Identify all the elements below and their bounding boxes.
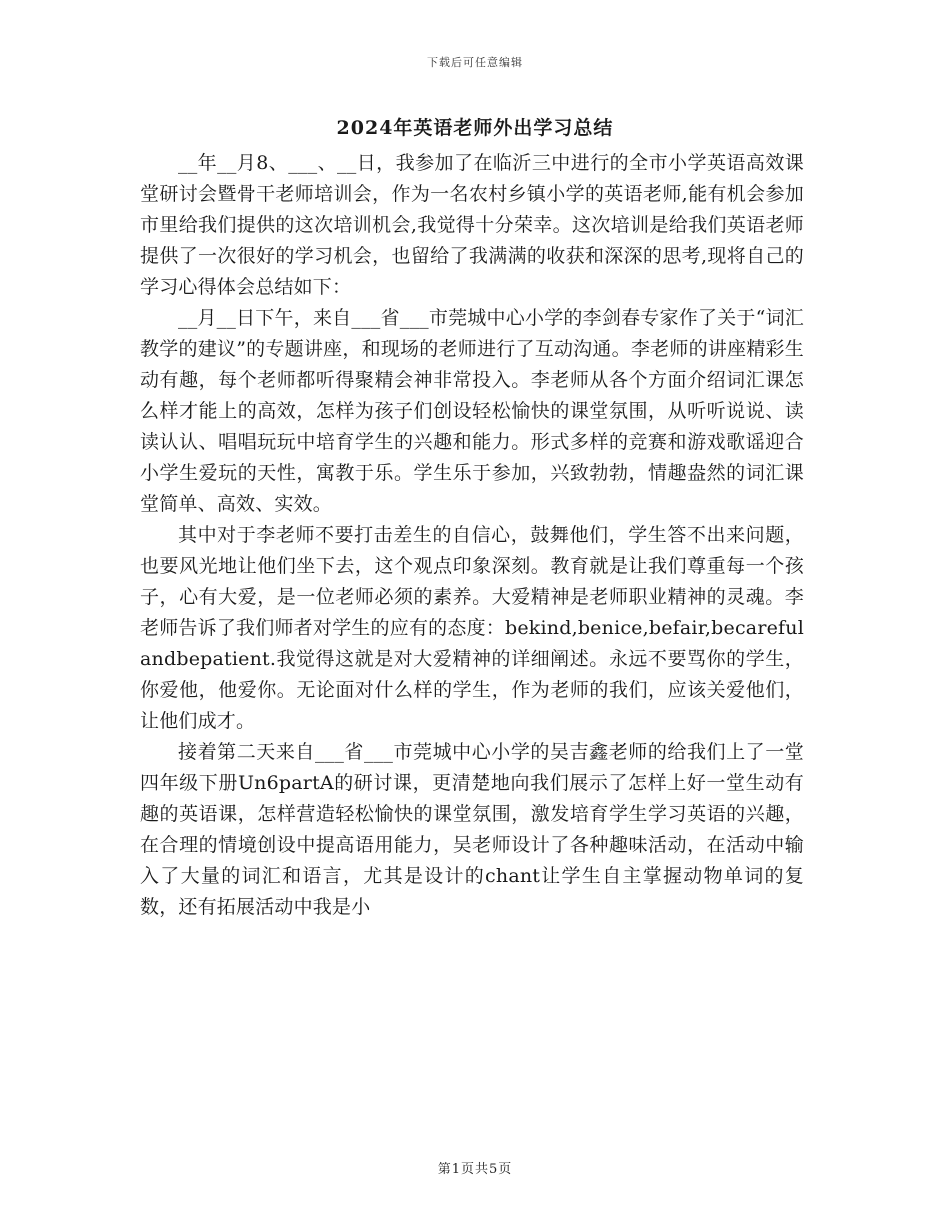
- document-body: [140, 148, 804, 923]
- paragraph-4: 接着第二天来自___省___市莞城中心小学的吴吉鑫老师的给我们上了一堂四年级下册Un6partA的研讨课，更清楚地向我们展示了怎样上好一堂生动有趣的英语课，怎样营造轻松愉快的课堂氛围，激发培育学生学习英语的兴趣，在合理的情境创设中提高语用能力，吴老师设计了各种趣味活动，在活动中输入了大量的词汇和语言，尤其是设计的chant让学生自主掌握动物单词的复数，还有拓展活动中我是小: [140, 741, 804, 918]
- paragraph-1: __年__月8、___、__日，我参加了在临沂三中进行的全市小学英语高效课堂研讨会暨骨干老师培训会，作为一名农村乡镇小学的英语老师,能有机会参加市里给我们提供的这次培训机会,我觉得十分荣幸。这次培训是给我们英语老师提供了一次很好的学习机会，也留给了我满满的收获和深深的思考,现将自己的学习心得体会总结如下：: [140, 152, 804, 298]
- page-header-note: 下载后可任意编辑: [427, 56, 523, 69]
- page-footer-indicator: 第1页共5页: [437, 1162, 513, 1177]
- paragraph-3: 其中对于李老师不要打击差生的自信心，鼓舞他们，学生答不出来问题，也要风光地让他们坐下去，这个观点印象深刻。教育就是让我们尊重每一个孩子，心有大爱，是一位老师必须的素养。大爱精神是老师职业精神的灵魂。李老师告诉了我们师者对学生的应有的态度：bekind,benice,befair,becarefulandbepatient.我觉得这就是对大爱精神的详细阐述。永远不要骂你的学生，你爱他，他爱你。无论面对什么样的学生，作为老师的我们，应该关爱他们，让他们成才。: [140, 524, 804, 732]
- paragraph-2: __月__日下午，来自___省___市莞城中心小学的李剑春专家作了关于“词汇教学的建议”的专题讲座，和现场的老师进行了互动沟通。李老师的讲座精彩生动有趣，每个老师都听得聚精会神非常投入。李老师从各个方面介绍词汇课怎么样才能上的高效，怎样为孩子们创设轻松愉快的课堂氛围，从听听说说、读读认认、唱唱玩玩中培育学生的兴趣和能力。形式多样的竞赛和游戏歌谣迎合小学生爱玩的天性，寓教于乐。学生乐于参加，兴致勃勃，情趣盎然的词汇课堂简单、高效、实效。: [140, 307, 804, 515]
- document-title: 2024年英语老师外出学习总结: [336, 117, 614, 139]
